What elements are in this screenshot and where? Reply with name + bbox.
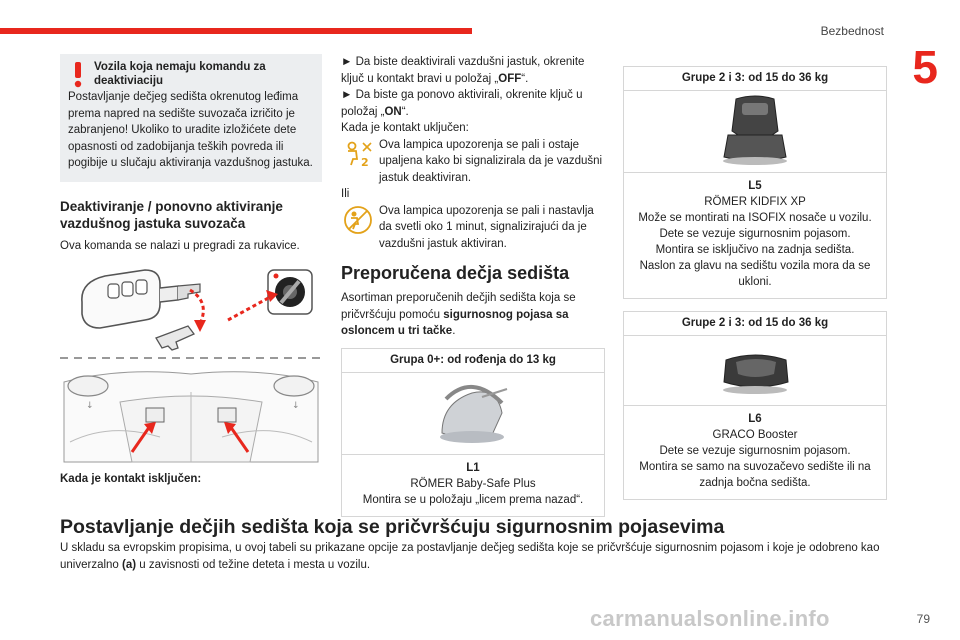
seat-card-l6 [623, 311, 887, 500]
deactivation-heading: Deaktiviranje / ponovno aktiviranje vazdušnog jastuka suvozača [60, 198, 283, 231]
watermark: carmanualsonline.info [590, 606, 830, 631]
column-middle [341, 54, 605, 517]
key-fob-icon [82, 270, 200, 328]
seat-note: Naslon za glavu na sedištu vozila mora da se ukloni. [639, 260, 871, 288]
seat-code: L5 [748, 180, 762, 192]
deactivation-intro: Ova komanda se nalazi u pregradi za rukavice. [60, 239, 300, 252]
seat-details [624, 173, 886, 298]
column-left [60, 54, 322, 485]
page-number: 79 [916, 612, 930, 626]
key-and-switch-drawing [60, 262, 322, 467]
lamp-deactivated-text: Ova lampica upozorenja se pali i ostaje upaljena kako bi signalizirala da je vazdušni jastuk deaktiviran. [379, 138, 603, 184]
airbag-switch-icon [268, 270, 312, 314]
belt-section-text: U skladu sa evropskim propisima, u ovoj tabeli su prikazane opcije za postavljanje dečjeg sedišta koje se pričvršćuje sigurnosnim pojasom i koje je odobreno kao univerzalno (a) u zavisnosti od težine deteta i mesta u vozilu. [60, 542, 880, 571]
baby-carrier-icon [342, 373, 604, 455]
seat-note: Montira se isključivo na zadnja sedišta. [655, 244, 855, 256]
airbag-off-lamp-icon [343, 139, 373, 169]
seat-note: Montira se u položaju „licem prema nazad“. [362, 493, 584, 506]
lamp-activated-text: Ova lampica upozorenja se pali i nastavlja da svetli oko 1 minut, signalizirajući da je vazdušni jastuk aktiviran. [379, 204, 594, 250]
contact-on-label: Kada je kontakt uključen: [341, 122, 469, 134]
chapter-number: 5 [912, 41, 938, 93]
exclamation-icon [68, 60, 88, 88]
booster-cushion-icon [624, 336, 886, 406]
seat-code: L6 [748, 413, 762, 425]
seat-image [342, 373, 604, 455]
seat-image [624, 91, 886, 173]
seat-image [624, 336, 886, 406]
belt-section-heading: Postavljanje dečjih sedišta koja se pričvršćuju sigurnosnim pojasevima [60, 516, 725, 538]
booster-seat-with-back-icon [624, 91, 886, 173]
instruction-off: ► Da biste deaktivirali vazdušni jastuk, okrenite ključ u kontakt bravi u položaj „OFF“. [341, 56, 585, 85]
key-blade-icon [156, 326, 194, 350]
seat-group: Grupa 0+: od rođenja do 13 kg [342, 349, 604, 373]
warning-title: Vozila koja nemaju komandu za deaktiviaciju [94, 61, 266, 87]
lamp-activated-row [341, 203, 605, 253]
seat-note: Može se montirati na ISOFIX nosače u vozilu. [638, 212, 872, 224]
or-label: Ili [341, 188, 350, 200]
dashboard-drawing [64, 372, 318, 462]
seat-details [342, 455, 604, 516]
warning-box [60, 54, 322, 182]
svg-text:↓: ↓ [86, 401, 94, 411]
seat-name: RÖMER Baby-Safe Plus [410, 477, 536, 490]
recommended-intro: Asortiman preporučenih dečjih sedišta koja se pričvršćuju pomoću sigurnosnog pojasa sa osloncem u tri tačke. [341, 292, 576, 337]
seat-card-l1 [341, 348, 605, 517]
seat-details [624, 406, 886, 499]
column-right [623, 54, 887, 500]
airbag-switch-illustration [60, 262, 322, 467]
svg-text:2: 2 [361, 155, 369, 169]
svg-text:↓: ↓ [292, 401, 300, 411]
seat-group: Grupe 2 i 3: od 15 do 36 kg [624, 67, 886, 91]
seat-card-l5 [623, 66, 887, 299]
seat-note: Dete se vezuje sigurnosnim pojasom. [659, 228, 851, 240]
seat-name: RÖMER KIDFIX XP [704, 196, 806, 208]
recommended-heading: Preporučena dečja sedišta [341, 263, 570, 283]
seat-code: L1 [466, 461, 480, 474]
lamp-deactivated-row [341, 137, 605, 187]
warning-text: Postavljanje dečjeg sedišta okrenutog leđima prema napred na sedište suvozača izričito je zabranjeno! Ukoliko to uradite izložićete dete opasnosti od zadobijanja teških povreda ili pogibije u slučaju aktiviranja vazdušnog jastuka. [68, 91, 313, 169]
instruction-on: ► Da biste ga ponovo aktivirali, okrenite ključ u položaj „ON“. [341, 89, 583, 118]
seat-note: Montira se samo na suvozačevo sedište ili na zadnja bočna sedišta. [639, 461, 871, 489]
seat-name: GRACO Booster [712, 429, 798, 441]
seat-group: Grupe 2 i 3: od 15 do 36 kg [624, 312, 886, 336]
seat-note: Dete se vezuje sigurnosnim pojasom. [659, 445, 851, 457]
illustration-caption: Kada je kontakt isključen: [60, 473, 202, 485]
airbag-on-lamp-icon [343, 205, 373, 235]
header-accent-bar [0, 28, 472, 34]
section-title: Bezbednost [820, 24, 884, 38]
